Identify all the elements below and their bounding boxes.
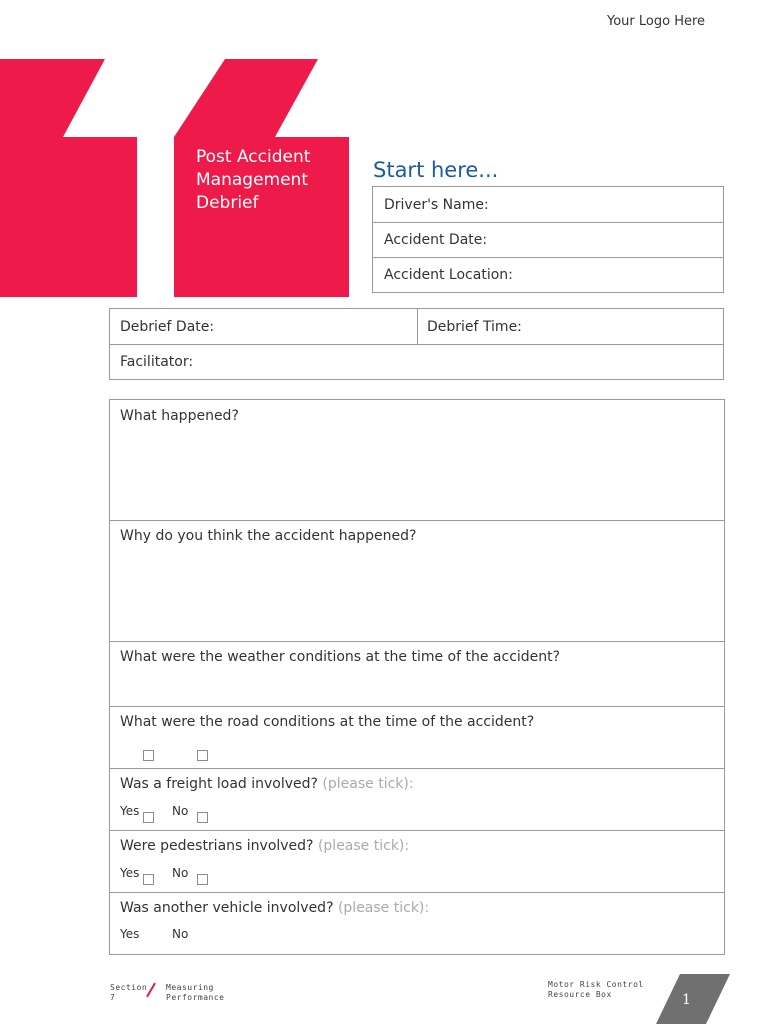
no-label: No: [172, 804, 189, 818]
divider: [110, 641, 724, 642]
debrief-date-label: Debrief Date:: [120, 319, 215, 335]
freight-no-checkbox[interactable]: [197, 812, 208, 823]
divider: [373, 257, 723, 258]
tick-hint: (please tick):: [337, 900, 430, 916]
logo-placeholder: Your Logo Here: [607, 14, 706, 29]
footer-product-2: Resource Box: [548, 990, 612, 999]
tick-hint: (please tick):: [317, 838, 410, 854]
page-number: 1: [682, 992, 691, 1008]
document-title: [196, 146, 346, 215]
divider: [110, 344, 723, 345]
drivers-name-label: Driver's Name:: [384, 197, 489, 213]
footer-section-label: Section: [110, 983, 148, 992]
road-checkbox-1[interactable]: [143, 750, 154, 761]
title-line-2: Management: [196, 170, 308, 190]
driver-details-box: [372, 186, 724, 293]
road-checkbox-2[interactable]: [197, 750, 208, 761]
pedestrians-no-checkbox[interactable]: [197, 874, 208, 885]
question-road: What were the road conditions at the time of the accident?: [120, 714, 535, 730]
divider: [110, 768, 724, 769]
page-badge-shape: [656, 974, 730, 1024]
divider: [110, 706, 724, 707]
footer-slash-divider: [146, 983, 156, 998]
question-vehicle: [120, 900, 429, 916]
no-label: No: [172, 927, 189, 941]
footer-section-number: 7: [110, 993, 116, 1002]
yes-label: Yes: [120, 927, 140, 941]
yes-label: Yes: [120, 804, 140, 818]
page-number-badge: [650, 970, 740, 1024]
divider: [110, 520, 724, 521]
accident-location-label: Accident Location:: [384, 267, 513, 283]
accident-date-label: Accident Date:: [384, 232, 488, 248]
start-heading: Start here...: [373, 158, 499, 182]
no-label: No: [172, 866, 189, 880]
quote-mark-left: [0, 59, 137, 297]
yes-label: Yes: [120, 866, 140, 880]
divider: [110, 830, 724, 831]
question-weather: What were the weather conditions at the time of the accident?: [120, 649, 561, 665]
divider: [110, 892, 724, 893]
question-freight-text: Was a freight load involved?: [120, 776, 318, 792]
debrief-details-box: [109, 308, 724, 380]
pedestrians-yes-checkbox[interactable]: [143, 874, 154, 885]
question-why-happened: Why do you think the accident happened?: [120, 528, 417, 544]
question-pedestrians-text: Were pedestrians involved?: [120, 838, 314, 854]
footer-product-1: Motor Risk Control: [548, 980, 644, 989]
question-vehicle-text: Was another vehicle involved?: [120, 900, 334, 916]
title-line-3: Debrief: [196, 193, 259, 213]
divider: [373, 222, 723, 223]
footer-section-title-2: Performance: [166, 993, 225, 1002]
question-freight: [120, 776, 414, 792]
footer-section-title-1: Measuring: [166, 983, 214, 992]
vertical-divider: [417, 309, 418, 344]
freight-yes-checkbox[interactable]: [143, 812, 154, 823]
debrief-time-label: Debrief Time:: [427, 319, 522, 335]
facilitator-label: Facilitator:: [120, 354, 194, 370]
question-what-happened: What happened?: [120, 408, 239, 424]
tick-hint: (please tick):: [322, 776, 414, 792]
questions-box: [109, 399, 725, 955]
title-line-1: Post Accident: [196, 147, 311, 167]
question-pedestrians: [120, 838, 409, 854]
